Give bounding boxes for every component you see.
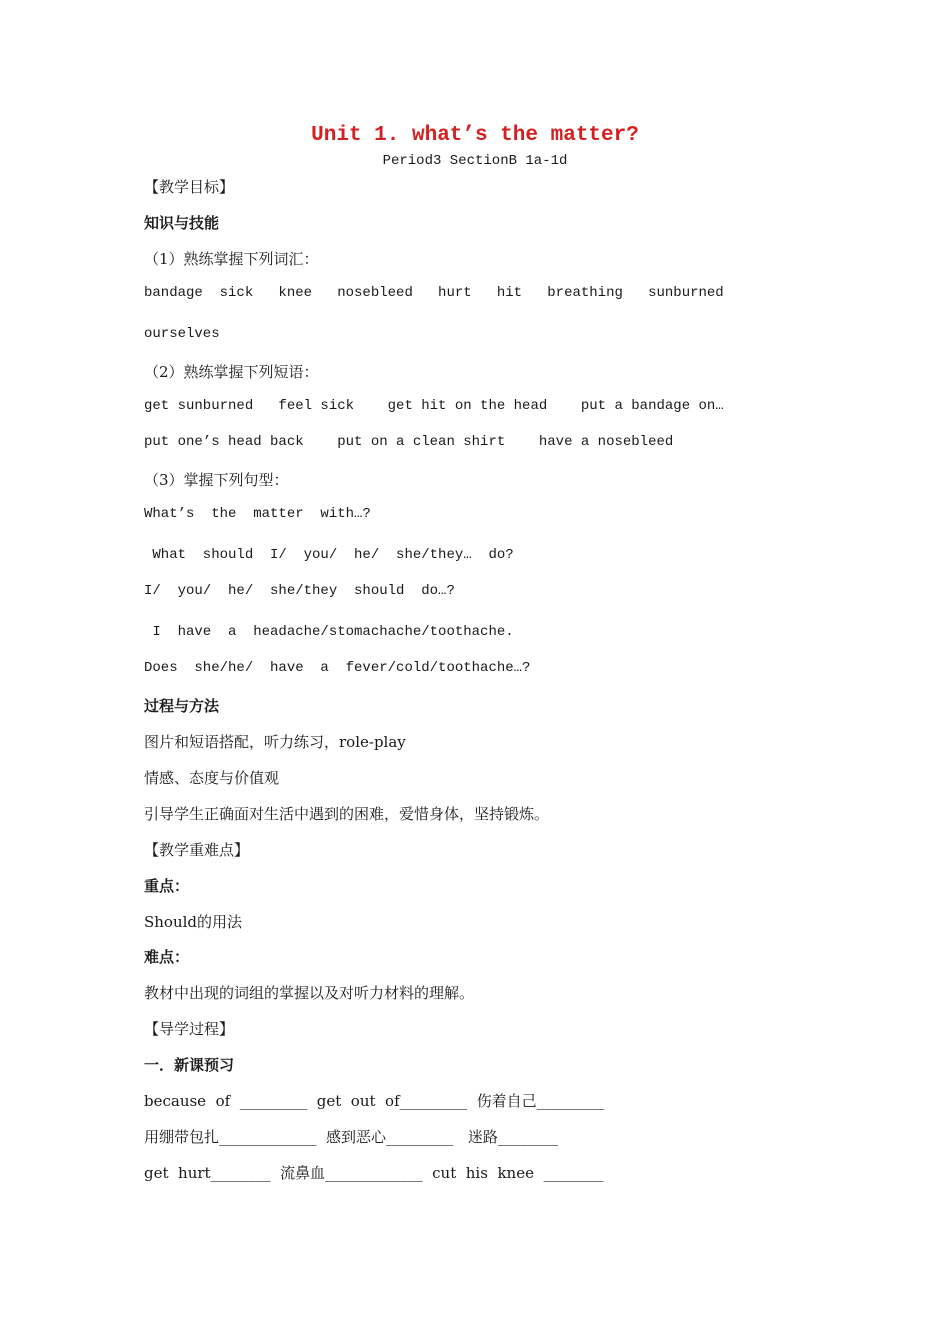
subheading-difficult-point: 难点： [144,948,190,966]
exercise-line-1: because of _________ get out of_________ 伤着自己_________ [144,1092,605,1110]
subheading-attitude-values: 情感、态度与价值观 [144,769,280,787]
vocabulary-list-continued: ourselves [144,326,220,342]
exercise-line-2: 用绷带包扎_____________ 感到恶心_________ 迷路________ [144,1128,558,1146]
page-subtitle: Period3 SectionB 1a-1d [382,153,568,169]
sentence-pattern-5: Does she/he/ have a fever/cold/toothache…? [144,660,531,676]
item-phrases-heading: （2）熟练掌握下列短语： [144,363,319,381]
phrase-list-2: put one’s head back put on a clean shirt have a nosebleed [144,434,674,450]
section-heading-objectives: 【教学目标】 [144,178,235,196]
section-heading-key-points: 【教学重难点】 [144,841,250,859]
attitude-values-text: 引导学生正确面对生活中遇到的困难，爱惜身体，坚持锻炼。 [144,805,550,823]
subheading-key-point: 重点： [144,877,190,895]
process-method-text: 图片和短语搭配，听力练习，role-play [144,733,406,751]
sentence-pattern-4: I have a headache/stomachache/toothache. [144,624,514,640]
section-heading-guided-process: 【导学过程】 [144,1020,235,1038]
phrase-list-1: get sunburned feel sick get hit on the head put a bandage on… [144,398,724,414]
item-vocabulary-heading: （1）熟练掌握下列词汇： [144,250,319,268]
sentence-pattern-1: What’s the matter with…? [144,506,371,522]
page-title: Unit 1. what’s the matter? [311,124,639,147]
exercise-line-3: get hurt________ 流鼻血_____________ cut his knee ________ [144,1164,604,1182]
item-sentences-heading: （3）掌握下列句型： [144,471,289,489]
subheading-knowledge-skills: 知识与技能 [144,214,220,232]
key-point-text: Should的用法 [144,913,243,931]
sentence-pattern-3: I/ you/ he/ she/they should do…? [144,583,455,599]
subheading-process-method: 过程与方法 [144,697,220,715]
subheading-preview: 一．新课预习 [144,1056,235,1074]
vocabulary-list: bandage sick knee nosebleed hurt hit breathing sunburned [144,285,724,301]
sentence-pattern-2: What should I/ you/ he/ she/they… do? [144,547,514,563]
difficult-point-text: 教材中出现的词组的掌握以及对听力材料的理解。 [144,984,475,1002]
